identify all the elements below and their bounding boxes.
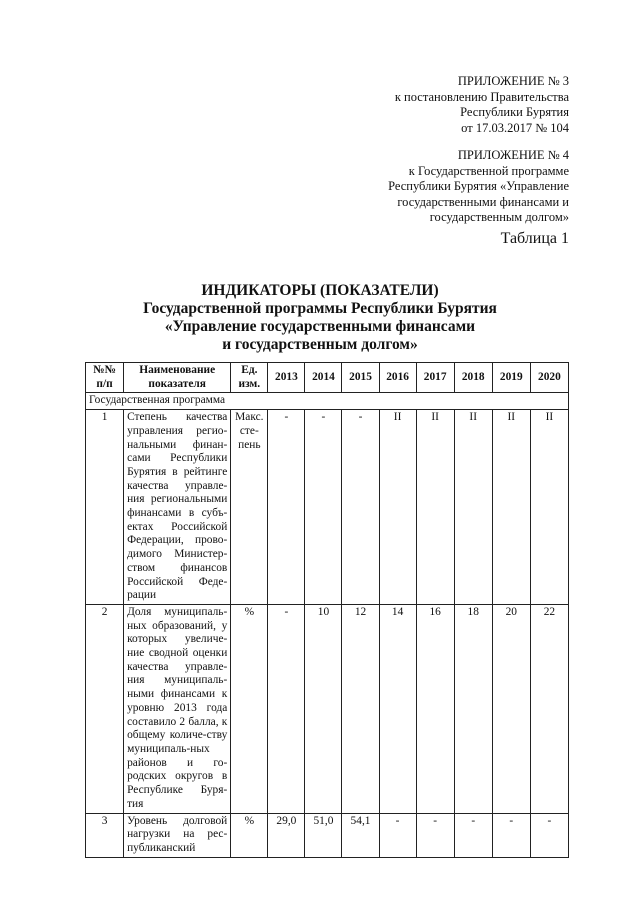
- row-value: -: [268, 604, 305, 813]
- header-year: 2015: [342, 363, 379, 393]
- row-unit: Макс. сте-пень: [231, 410, 268, 605]
- row-value: 10: [305, 604, 342, 813]
- row-value: II: [492, 410, 530, 605]
- row-value: II: [530, 410, 568, 605]
- row-value: 54,1: [342, 813, 379, 857]
- row-value: -: [342, 410, 379, 605]
- section-row: [86, 393, 569, 410]
- header-year: 2018: [454, 363, 492, 393]
- header-year: 2013: [268, 363, 305, 393]
- row-value: -: [416, 813, 454, 857]
- row-num: 3: [86, 813, 124, 857]
- appendix-4-line: ПРИЛОЖЕНИЕ № 4: [457, 148, 569, 162]
- header-year: 2017: [416, 363, 454, 393]
- row-unit: %: [231, 604, 268, 813]
- header-year: 2020: [530, 363, 568, 393]
- row-name: Степень качества управления регио-нальными финан-сами Республики Бурятия в рейтинге качества управле-ния региональными финансами в субъ-ектах Российской Федерации, прово-димого Министер-ством финансов Российской Феде-рации: [124, 410, 231, 605]
- row-value: 51,0: [305, 813, 342, 857]
- appendix-4-line: государственным долгом»: [429, 210, 569, 224]
- row-value: 18: [454, 604, 492, 813]
- row-unit: %: [231, 813, 268, 857]
- title-line: «Управление государственными финансами: [164, 318, 476, 335]
- document-title: [0, 282, 640, 354]
- appendix-4-line: Республики Бурятия «Управление: [388, 179, 569, 193]
- appendix-3-line: от 17.03.2017 № 104: [461, 120, 569, 135]
- appendix-3-line: Республики Бурятия: [460, 105, 569, 119]
- row-value: -: [492, 813, 530, 857]
- row-value: -: [379, 813, 416, 857]
- table-row: [86, 604, 569, 813]
- table-label: Таблица 1: [500, 230, 569, 247]
- appendix-4-line: государственными финансами и: [397, 194, 569, 209]
- row-value: 12: [342, 604, 379, 813]
- row-value: 20: [492, 604, 530, 813]
- header-unit: Ед. изм.: [231, 363, 268, 393]
- row-value: 29,0: [268, 813, 305, 857]
- table-row: [86, 410, 569, 605]
- section-label: Государственная программа: [86, 393, 569, 410]
- appendix-4-block: [388, 148, 569, 226]
- row-value: II: [454, 410, 492, 605]
- header-year: 2016: [379, 363, 416, 393]
- table-row: [86, 813, 569, 857]
- appendix-3-block: [395, 74, 569, 136]
- row-num: 1: [86, 410, 124, 605]
- row-name: Доля муниципаль-ных образований, у которых увеличе-ние сводной оценки качества управле-ния муниципаль-ными финансами к уровню 2013 года составило 2 балла, к общему количе-ству муниципаль-ных районов и го-родских округов в Республике Буря-тия: [124, 604, 231, 813]
- row-value: -: [454, 813, 492, 857]
- appendix-3-line: ПРИЛОЖЕНИЕ № 3: [457, 74, 569, 88]
- row-value: 16: [416, 604, 454, 813]
- row-name: Уровень долговой нагрузки на рес-публиканский: [124, 813, 231, 857]
- indicators-table: [85, 362, 569, 858]
- title-line: Государственной программы Республики Бурятия: [143, 300, 497, 317]
- row-value: II: [379, 410, 416, 605]
- title-line: ИНДИКАТОРЫ (ПОКАЗАТЕЛИ): [201, 282, 439, 299]
- row-value: -: [268, 410, 305, 605]
- appendix-3-line: к постановлению Правительства: [394, 89, 569, 104]
- row-value: -: [530, 813, 568, 857]
- row-value: 14: [379, 604, 416, 813]
- appendix-4-line: к Государственной программе: [408, 163, 569, 178]
- row-value: 22: [530, 604, 568, 813]
- header-year: 2019: [492, 363, 530, 393]
- header-year: 2014: [305, 363, 342, 393]
- table-header-row: [86, 363, 569, 393]
- header-name: Наименование показателя: [124, 363, 231, 393]
- row-num: 2: [86, 604, 124, 813]
- title-line: и государственным долгом»: [222, 336, 418, 353]
- row-value: II: [416, 410, 454, 605]
- header-num: №№ п/п: [86, 363, 124, 393]
- row-value: -: [305, 410, 342, 605]
